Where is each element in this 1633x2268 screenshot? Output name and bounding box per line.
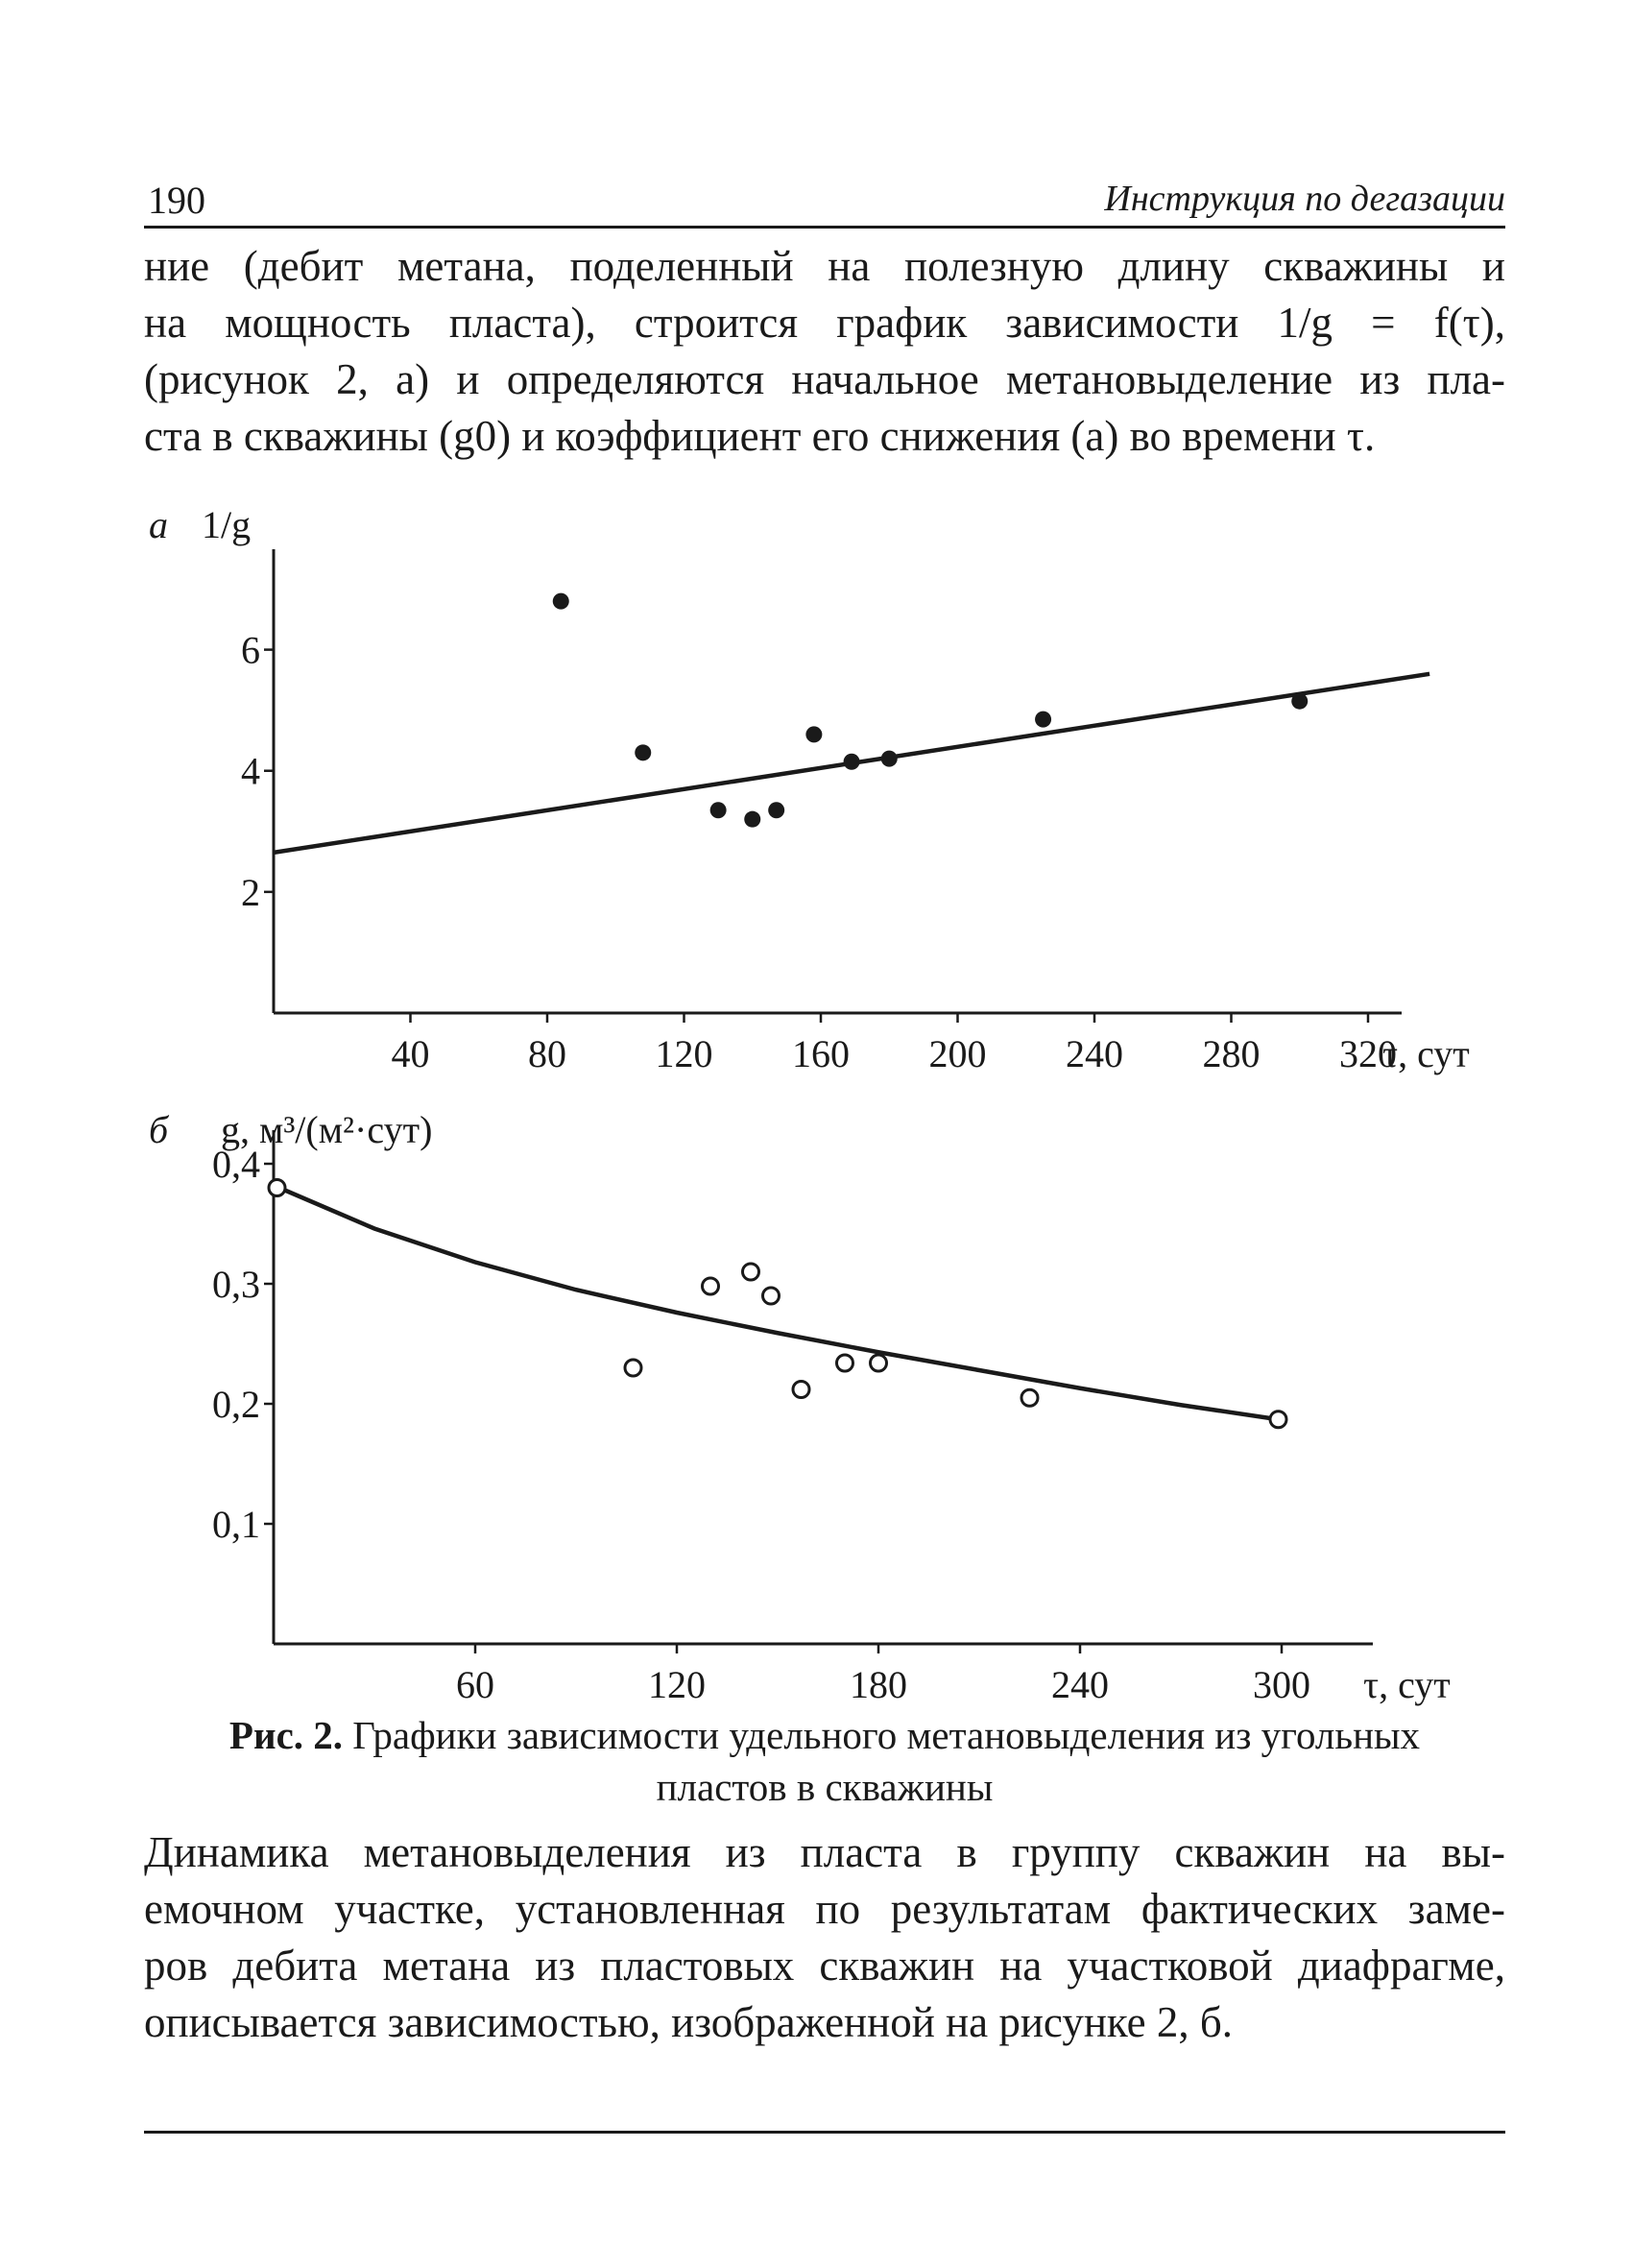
figure-caption	[144, 1709, 1505, 1813]
y-axis-label: 1/g	[202, 503, 252, 546]
y-tick-label: 6	[241, 628, 260, 672]
data-point	[1035, 712, 1051, 728]
paragraph-line: описывается зависимостью, изображенной на рисунке 2, б.	[144, 1998, 1234, 2046]
data-point	[768, 802, 784, 818]
chart-b	[115, 1090, 1517, 1724]
paragraph-dynamics	[144, 1824, 1505, 2051]
caption-text: Графики зависимости удельного метановыделения из угольных	[343, 1713, 1421, 1757]
x-tick-label: 280	[1202, 1032, 1261, 1075]
data-point	[269, 1180, 285, 1196]
x-tick-label: 160	[792, 1032, 850, 1075]
caption-text-line2: пластов в скважины	[656, 1765, 994, 1809]
data-point	[871, 1355, 887, 1371]
panel-label: а	[149, 503, 168, 546]
y-tick-label: 0,3	[212, 1263, 260, 1306]
data-point	[763, 1288, 780, 1304]
x-tick-label: 180	[850, 1663, 907, 1706]
data-point	[837, 1355, 853, 1371]
paragraph-line: ста в скважины (g0) и коэффициент его снижения (a) во времени τ.	[144, 412, 1376, 460]
data-point	[805, 726, 822, 742]
y-tick-label: 2	[241, 870, 260, 914]
data-point	[844, 754, 860, 770]
data-point	[881, 751, 898, 767]
data-point	[1021, 1389, 1038, 1406]
paragraph-line: ров дебита метана из пластовых скважин на участковой диафрагме,	[144, 1942, 1505, 1990]
page-number: 190	[148, 179, 205, 222]
y-tick-label: 0,4	[212, 1143, 260, 1186]
y-tick-label: 0,1	[212, 1503, 260, 1546]
data-point	[1270, 1411, 1286, 1428]
x-tick-label: 40	[391, 1032, 430, 1075]
x-tick-label: 240	[1066, 1032, 1123, 1075]
chart-a	[115, 499, 1517, 1095]
data-point	[1291, 693, 1308, 710]
x-tick-label: 240	[1051, 1663, 1109, 1706]
x-axis-label: τ, сут	[1363, 1663, 1451, 1706]
paragraph-line: на мощность пласта), строится график зависимости 1/g = f(τ),	[144, 299, 1505, 347]
data-point	[625, 1360, 641, 1376]
paragraph-line: Динамика метановыделения из пласта в группу скважин на вы-	[144, 1828, 1505, 1876]
x-axis-label: τ, сут	[1382, 1032, 1470, 1075]
data-point	[793, 1382, 809, 1398]
page-header	[144, 178, 1505, 226]
y-axis-label: g, м³/(м²·сут)	[221, 1108, 433, 1151]
y-tick-label: 0,2	[212, 1383, 260, 1426]
x-tick-label: 120	[655, 1032, 713, 1075]
x-tick-label: 300	[1253, 1663, 1310, 1706]
paragraph-line: (рисунок 2, а) и определяются начальное метановыделение из пла-	[144, 355, 1505, 403]
x-tick-label: 60	[456, 1663, 494, 1706]
footer-rule	[144, 2131, 1505, 2134]
data-point	[703, 1278, 719, 1294]
data-point	[710, 802, 727, 818]
data-point	[744, 811, 760, 828]
data-point	[553, 593, 569, 610]
data-point	[635, 744, 651, 760]
x-tick-label: 200	[928, 1032, 987, 1075]
data-point	[743, 1264, 759, 1280]
paragraph-line: емочном участке, установленная по результатам фактических заме-	[144, 1885, 1505, 1933]
paragraph-intro	[144, 238, 1505, 465]
x-tick-label: 80	[528, 1032, 566, 1075]
y-tick-label: 4	[241, 749, 260, 793]
header-rule	[144, 226, 1505, 229]
x-tick-label: 120	[648, 1663, 706, 1706]
x-tick-label: 320	[1339, 1032, 1397, 1075]
paragraph-line: ние (дебит метана, поделенный на полезную длину скважины и	[144, 242, 1505, 290]
panel-label: б	[149, 1108, 169, 1151]
caption-label: Рис. 2.	[228, 1713, 344, 1757]
running-title: Инструкция по дегазации	[1104, 179, 1505, 219]
